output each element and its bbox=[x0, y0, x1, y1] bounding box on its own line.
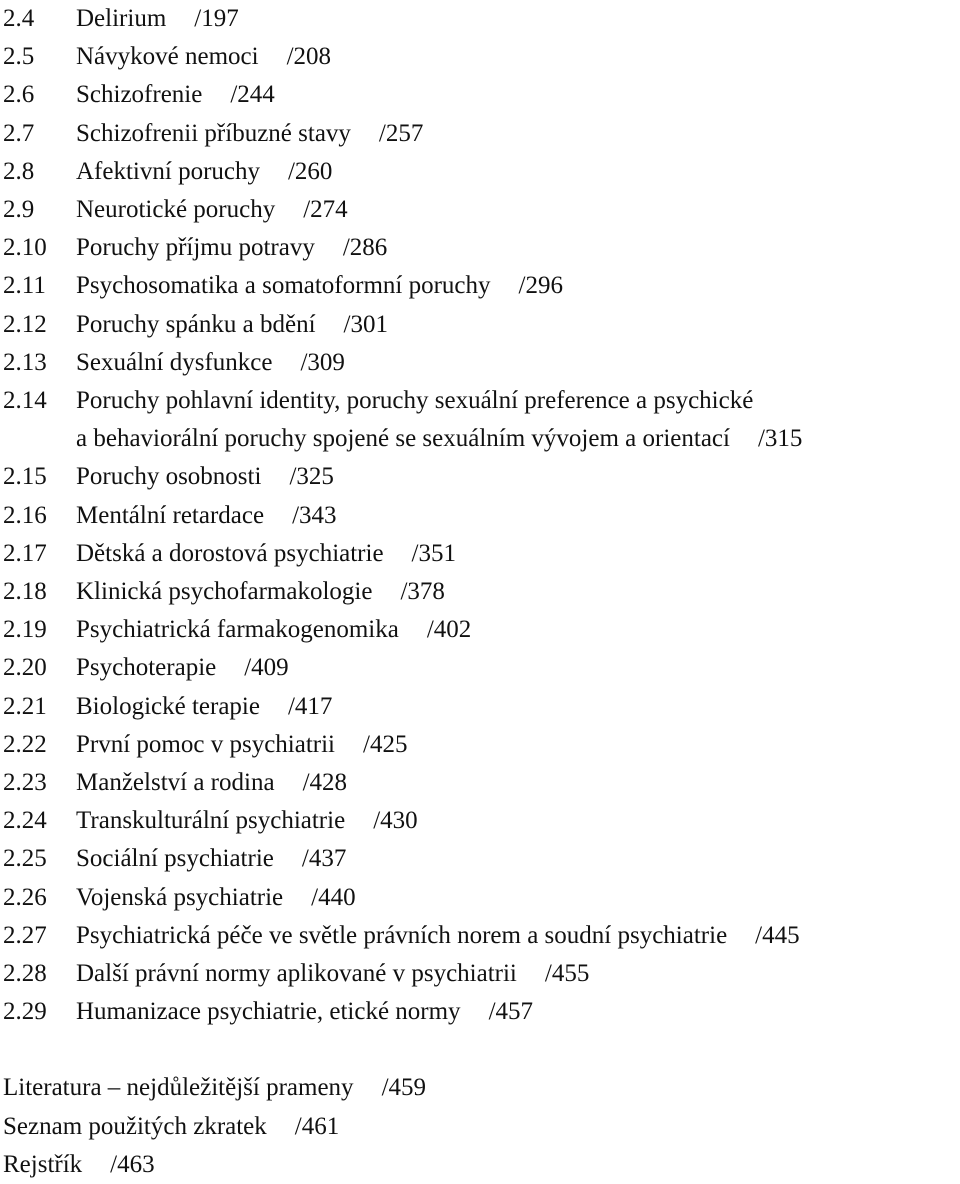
toc-entry bbox=[3, 115, 958, 153]
toc-entry-text bbox=[76, 76, 958, 114]
toc-appendix-title: Rejstřík bbox=[3, 1150, 83, 1178]
toc-entry-text bbox=[76, 573, 958, 611]
toc-entry-text bbox=[76, 879, 958, 917]
toc-entry-page: /325 bbox=[289, 463, 334, 491]
toc-entry-number: 2.11 bbox=[3, 272, 46, 300]
toc-entry-text bbox=[76, 191, 958, 229]
toc-appendix-page: /461 bbox=[294, 1112, 340, 1140]
toc-entry-title: Delirium bbox=[76, 5, 167, 32]
toc-entry bbox=[3, 38, 958, 76]
toc-entry-number: 2.5 bbox=[3, 43, 35, 71]
toc-entry bbox=[3, 955, 958, 993]
toc-entry-number: 2.17 bbox=[3, 539, 47, 567]
toc-entry-page: /430 bbox=[373, 807, 418, 835]
toc-entry bbox=[3, 76, 958, 114]
toc-entry bbox=[3, 497, 958, 535]
toc-entry-page: /351 bbox=[411, 539, 456, 567]
toc-entry bbox=[3, 306, 958, 344]
toc-entry-page: /417 bbox=[287, 692, 333, 720]
toc-entry-page: /457 bbox=[488, 998, 534, 1026]
toc-entry-number: 2.4 bbox=[3, 5, 35, 32]
toc-entry-title: První pomoc v psychiatrii bbox=[76, 730, 335, 758]
toc-appendix-page: /463 bbox=[110, 1150, 155, 1178]
toc-entry-page: /257 bbox=[378, 119, 424, 147]
toc-entry-title: Neurotické poruchy bbox=[76, 196, 276, 224]
toc-entry-number: 2.18 bbox=[3, 578, 47, 606]
toc-entry-text bbox=[76, 153, 958, 191]
toc-entry-text bbox=[76, 726, 958, 764]
toc-entry-title: Psychiatrická péče ve světle právních norem a soudní psychiatrie bbox=[76, 921, 728, 949]
toc-entry-title: Psychoterapie bbox=[76, 654, 217, 682]
toc-entry-number: 2.27 bbox=[3, 921, 47, 949]
toc-entry-number: 2.19 bbox=[3, 616, 47, 644]
toc-entry-page: /197 bbox=[194, 5, 239, 32]
toc-entry-title: Návykové nemoci bbox=[76, 43, 259, 71]
toc-entry-page: /343 bbox=[292, 501, 337, 529]
toc-entry-title: Poruchy příjmu potravy bbox=[76, 234, 315, 262]
toc-entry-text bbox=[76, 458, 958, 496]
toc-entry-text bbox=[76, 115, 958, 153]
toc-entry-number: 2.15 bbox=[3, 463, 47, 491]
toc-entry bbox=[3, 535, 958, 573]
toc-appendix-list bbox=[3, 1069, 958, 1184]
toc-entry-number: 2.16 bbox=[3, 501, 47, 529]
toc-chapter-list bbox=[3, 0, 958, 1031]
table-of-contents bbox=[3, 0, 958, 1184]
toc-entry-title: Poruchy spánku a bdění bbox=[76, 310, 316, 338]
toc-spacer bbox=[3, 1031, 958, 1069]
toc-entry-title: Mentální retardace bbox=[76, 501, 265, 529]
toc-entry bbox=[3, 917, 958, 955]
toc-entry-page: /437 bbox=[301, 845, 347, 873]
toc-entry-text bbox=[76, 611, 958, 649]
toc-entry-text bbox=[76, 688, 958, 726]
toc-appendix-page: /459 bbox=[381, 1074, 427, 1102]
toc-entry-title: Schizofrenii příbuzné stavy bbox=[76, 119, 351, 147]
toc-entry-number: 2.28 bbox=[3, 960, 47, 988]
toc-entry-text bbox=[76, 840, 958, 878]
toc-entry-text bbox=[76, 229, 958, 267]
toc-entry bbox=[3, 879, 958, 917]
toc-entry-page: /296 bbox=[518, 272, 563, 300]
toc-entry-number: 2.6 bbox=[3, 81, 35, 109]
toc-entry-page: /378 bbox=[400, 578, 445, 606]
toc-entry-title: Psychiatrická farmakogenomika bbox=[76, 616, 399, 644]
toc-entry bbox=[3, 153, 958, 191]
toc-entry bbox=[3, 420, 958, 458]
toc-entry-page: /244 bbox=[230, 81, 275, 109]
toc-entry-title: Biologické terapie bbox=[76, 692, 260, 720]
toc-appendix-title: Seznam použitých zkratek bbox=[3, 1112, 267, 1140]
toc-entry-number: 2.13 bbox=[3, 348, 47, 376]
toc-entry-number: 2.7 bbox=[3, 119, 35, 147]
toc-entry-number: 2.29 bbox=[3, 998, 47, 1026]
toc-entry bbox=[3, 993, 958, 1031]
toc-entry-page: /301 bbox=[343, 310, 388, 338]
toc-entry bbox=[3, 649, 958, 687]
toc-entry-page: /455 bbox=[544, 960, 590, 988]
toc-entry bbox=[3, 726, 958, 764]
toc-entry-text bbox=[76, 306, 958, 344]
toc-entry-number: 2.23 bbox=[3, 769, 47, 797]
toc-entry-page: /260 bbox=[287, 157, 333, 185]
toc-entry-page: /274 bbox=[303, 196, 348, 224]
toc-entry-number: 2.22 bbox=[3, 730, 47, 758]
toc-entry-number bbox=[3, 420, 76, 458]
toc-entry-title: Sexuální dysfunkce bbox=[76, 348, 273, 376]
toc-entry-page: /309 bbox=[300, 348, 345, 376]
toc-entry-title: Psychosomatika a somatoformní poruchy bbox=[76, 272, 491, 300]
toc-appendix-entry bbox=[3, 1069, 958, 1107]
toc-entry-title: Schizofrenie bbox=[76, 81, 203, 109]
toc-entry-text bbox=[76, 497, 958, 535]
toc-entry-page: /425 bbox=[363, 730, 408, 758]
toc-entry-page: /409 bbox=[244, 654, 289, 682]
toc-entry-text bbox=[76, 0, 958, 38]
toc-entry bbox=[3, 840, 958, 878]
toc-entry-number: 2.26 bbox=[3, 883, 47, 911]
toc-entry-number: 2.9 bbox=[3, 196, 35, 224]
toc-entry-number: 2.12 bbox=[3, 310, 47, 338]
toc-entry-title: Afektivní poruchy bbox=[76, 157, 260, 185]
toc-entry-text bbox=[76, 764, 958, 802]
toc-entry bbox=[3, 191, 958, 229]
toc-entry-page: /286 bbox=[342, 234, 388, 262]
toc-appendix-entry bbox=[3, 1146, 958, 1184]
toc-entry-text bbox=[76, 649, 958, 687]
toc-entry-number: 2.14 bbox=[3, 387, 47, 415]
toc-entry-title: Poruchy osobnosti bbox=[76, 463, 262, 491]
toc-entry-page: /402 bbox=[426, 616, 472, 644]
toc-entry-number: 2.20 bbox=[3, 654, 47, 682]
toc-entry-text bbox=[76, 344, 958, 382]
toc-entry-title: Dětská a dorostová psychiatrie bbox=[76, 539, 384, 567]
toc-entry-text bbox=[76, 38, 958, 76]
toc-entry-number: 2.24 bbox=[3, 807, 47, 835]
toc-entry bbox=[3, 688, 958, 726]
toc-entry-text bbox=[76, 955, 958, 993]
toc-entry bbox=[3, 344, 958, 382]
toc-appendix-entry bbox=[3, 1108, 958, 1146]
toc-entry-text bbox=[76, 993, 958, 1031]
toc-entry-page: /428 bbox=[302, 769, 348, 797]
toc-entry bbox=[3, 267, 958, 305]
toc-entry-number: 2.10 bbox=[3, 234, 47, 262]
toc-entry-title: a behaviorální poruchy spojené se sexuálním vývojem a orientací bbox=[76, 425, 730, 453]
toc-entry bbox=[3, 229, 958, 267]
toc-entry bbox=[3, 573, 958, 611]
toc-entry-number: 2.25 bbox=[3, 845, 47, 873]
toc-entry-title: Další právní normy aplikované v psychiatrii bbox=[76, 960, 517, 988]
toc-entry bbox=[3, 458, 958, 496]
toc-entry-page: /208 bbox=[286, 43, 332, 71]
toc-entry-page: /440 bbox=[311, 883, 356, 911]
toc-entry-number: 2.8 bbox=[3, 157, 35, 185]
toc-entry-title: Transkulturální psychiatrie bbox=[76, 807, 346, 835]
toc-entry-title: Klinická psychofarmakologie bbox=[76, 578, 373, 606]
toc-entry-text bbox=[76, 802, 958, 840]
toc-entry-page: /315 bbox=[757, 425, 803, 453]
toc-entry-text bbox=[76, 382, 958, 420]
toc-entry-text bbox=[76, 917, 958, 955]
toc-entry bbox=[3, 802, 958, 840]
toc-entry bbox=[3, 382, 958, 420]
toc-entry-text bbox=[76, 535, 958, 573]
toc-entry-title: Sociální psychiatrie bbox=[76, 845, 274, 873]
toc-entry bbox=[3, 611, 958, 649]
toc-entry-text bbox=[76, 267, 958, 305]
toc-entry bbox=[3, 0, 958, 38]
toc-entry-title: Humanizace psychiatrie, etické normy bbox=[76, 998, 461, 1026]
toc-entry-number: 2.21 bbox=[3, 692, 47, 720]
toc-entry-page: /445 bbox=[755, 921, 800, 949]
toc-entry-text bbox=[76, 420, 958, 458]
toc-entry-title: Manželství a rodina bbox=[76, 769, 275, 797]
toc-entry bbox=[3, 764, 958, 802]
toc-entry-title: Vojenská psychiatrie bbox=[76, 883, 284, 911]
toc-appendix-title: Literatura – nejdůležitější prameny bbox=[3, 1074, 354, 1102]
toc-entry-title: Poruchy pohlavní identity, poruchy sexuální preference a psychické bbox=[76, 387, 754, 415]
